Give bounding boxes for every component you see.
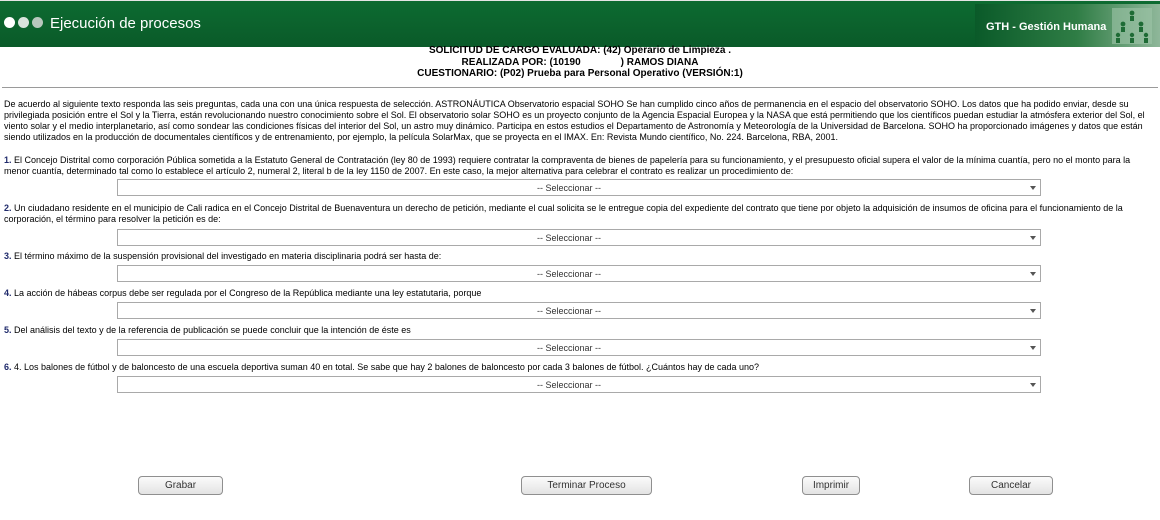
question-number: 4. <box>4 288 12 298</box>
question-number: 3. <box>4 251 12 261</box>
dropdown-arrow-icon <box>1030 272 1036 276</box>
question-text: El término máximo de la suspensión provisional del investigado en materia disciplinaria podrá ser hasta de: <box>14 251 442 261</box>
dropdown-arrow-icon <box>1030 383 1036 387</box>
question-number: 6. <box>4 362 12 372</box>
question-2 <box>4 203 1158 225</box>
question-number: 1. <box>4 155 12 165</box>
brand-label: GTH - Gestión Humana <box>986 21 1107 33</box>
question-text: Del análisis del texto y de la referencia de publicación se puede concluir que la intención de éste es <box>14 325 411 335</box>
divider <box>2 87 1158 88</box>
request-author: REALIZADA POR: (10190 ) RAMOS DIANA <box>461 56 699 68</box>
question-3 <box>4 251 1158 262</box>
dropdown-arrow-icon <box>1030 346 1036 350</box>
request-questionnaire: CUESTIONARIO: (P02) Prueba para Personal Operativo (VERSIÓN:1) <box>417 68 743 79</box>
app-header <box>0 0 1160 47</box>
dot-icon <box>32 17 43 28</box>
request-position: SOLICITUD DE CARGO EVALUADA: (42) Operario de Limpieza . <box>428 45 732 56</box>
answer-select-4[interactable]: -- Seleccionar -- <box>117 302 1041 319</box>
cancel-button[interactable]: Cancelar <box>969 476 1053 495</box>
question-text: 4. Los balones de fútbol y de baloncesto de una escuela deportiva suman 40 en total. Se sabe que hay 2 balones de baloncesto por cada 3 balones de fútbol. ¿Cuántos hay de cada uno? <box>14 362 760 372</box>
dropdown-arrow-icon <box>1030 186 1036 190</box>
request-info <box>0 45 1160 80</box>
answer-select-3[interactable]: -- Seleccionar -- <box>117 265 1041 282</box>
answer-select-2[interactable]: -- Seleccionar -- <box>117 229 1041 246</box>
question-number: 2. <box>4 203 12 213</box>
answer-select-5[interactable]: -- Seleccionar -- <box>117 339 1041 356</box>
save-button[interactable]: Grabar <box>138 476 223 495</box>
finish-process-button[interactable]: Terminar Proceso <box>521 476 652 495</box>
instructions-text: De acuerdo al siguiente texto responda las seis preguntas, cada una con una única respuesta de selección. ASTRONÁUTICA Observatorio espacial SOHO Se han cumplido cinco años de permanencia en el espacio del observatorio SOHO. Los datos que ha podido enviar, desde su privilegiada posición entre el Sol y la Tierra, están revolucionando nuestro conocimiento sobre el Sol. El observatorio solar SOHO es un proyecto conjunto de la Agencia Espacial Europea y la NASA que está permitiendo que los científicos puedan estudiar la atmósfera exterior del Sol, el viento solar y el medio interplanetario, así como sondear las condiciones físicas del interior del Sol, un astro muy dinámico. Participa en estos estudios el Departamento de Astronomía y Meteorología de la Universidad de Barcelona. SOHO ha proporcionado imágenes y datos que están siendo utilizados en la producción de documentales científicos y de entrenamiento, por ejemplo, la película SolarMax, que se proyecta en el IMAX. En: Revista Mundo científico, No. 224. Barcelona, RBA, 2001. <box>4 99 1145 142</box>
window-dots <box>4 17 43 28</box>
people-logo-icon <box>1112 8 1152 44</box>
brand-area <box>975 4 1160 47</box>
answer-select-1[interactable]: -- Seleccionar -- <box>117 179 1041 196</box>
question-6 <box>4 362 1158 373</box>
dropdown-arrow-icon <box>1030 309 1036 313</box>
question-number: 5. <box>4 325 12 335</box>
dot-icon <box>18 17 29 28</box>
question-1 <box>4 155 1158 177</box>
question-5 <box>4 325 1158 336</box>
question-text: La acción de hábeas corpus debe ser regulada por el Congreso de la República mediante una ley estatutaria, porque <box>14 288 482 298</box>
question-text: El Concejo Distrital como corporación Pública sometida a la Estatuto General de Contratación (ley 80 de 1993) requiere contratar la compraventa de bienes de papelería para su funcionamiento, y el presupuesto oficial supera el valor de la mínima cuantía, pero no el monto para la menor cuantía, determinado tal como lo establece el artículo 2, numeral 2, literal b de la ley 1150 de 2007. En este caso, la mejor alternativa para celebrar el contrato es realizar un procedimiento de: <box>4 155 1131 176</box>
answer-select-6[interactable]: -- Seleccionar -- <box>117 376 1041 393</box>
dropdown-arrow-icon <box>1030 236 1036 240</box>
page-title: Ejecución de procesos <box>50 15 201 32</box>
print-button[interactable]: Imprimir <box>802 476 860 495</box>
question-4 <box>4 288 1158 299</box>
dot-icon <box>4 17 15 28</box>
question-text: Un ciudadano residente en el municipio de Cali radica en el Concejo Distrital de Buenaventura un derecho de petición, mediante el cual solicita se le entregue copia del expediente del contrato que tiene por objeto la adquisición de insumos de oficina para el funcionamiento de la corporación, el término para resolver la petición es de: <box>4 203 1123 224</box>
